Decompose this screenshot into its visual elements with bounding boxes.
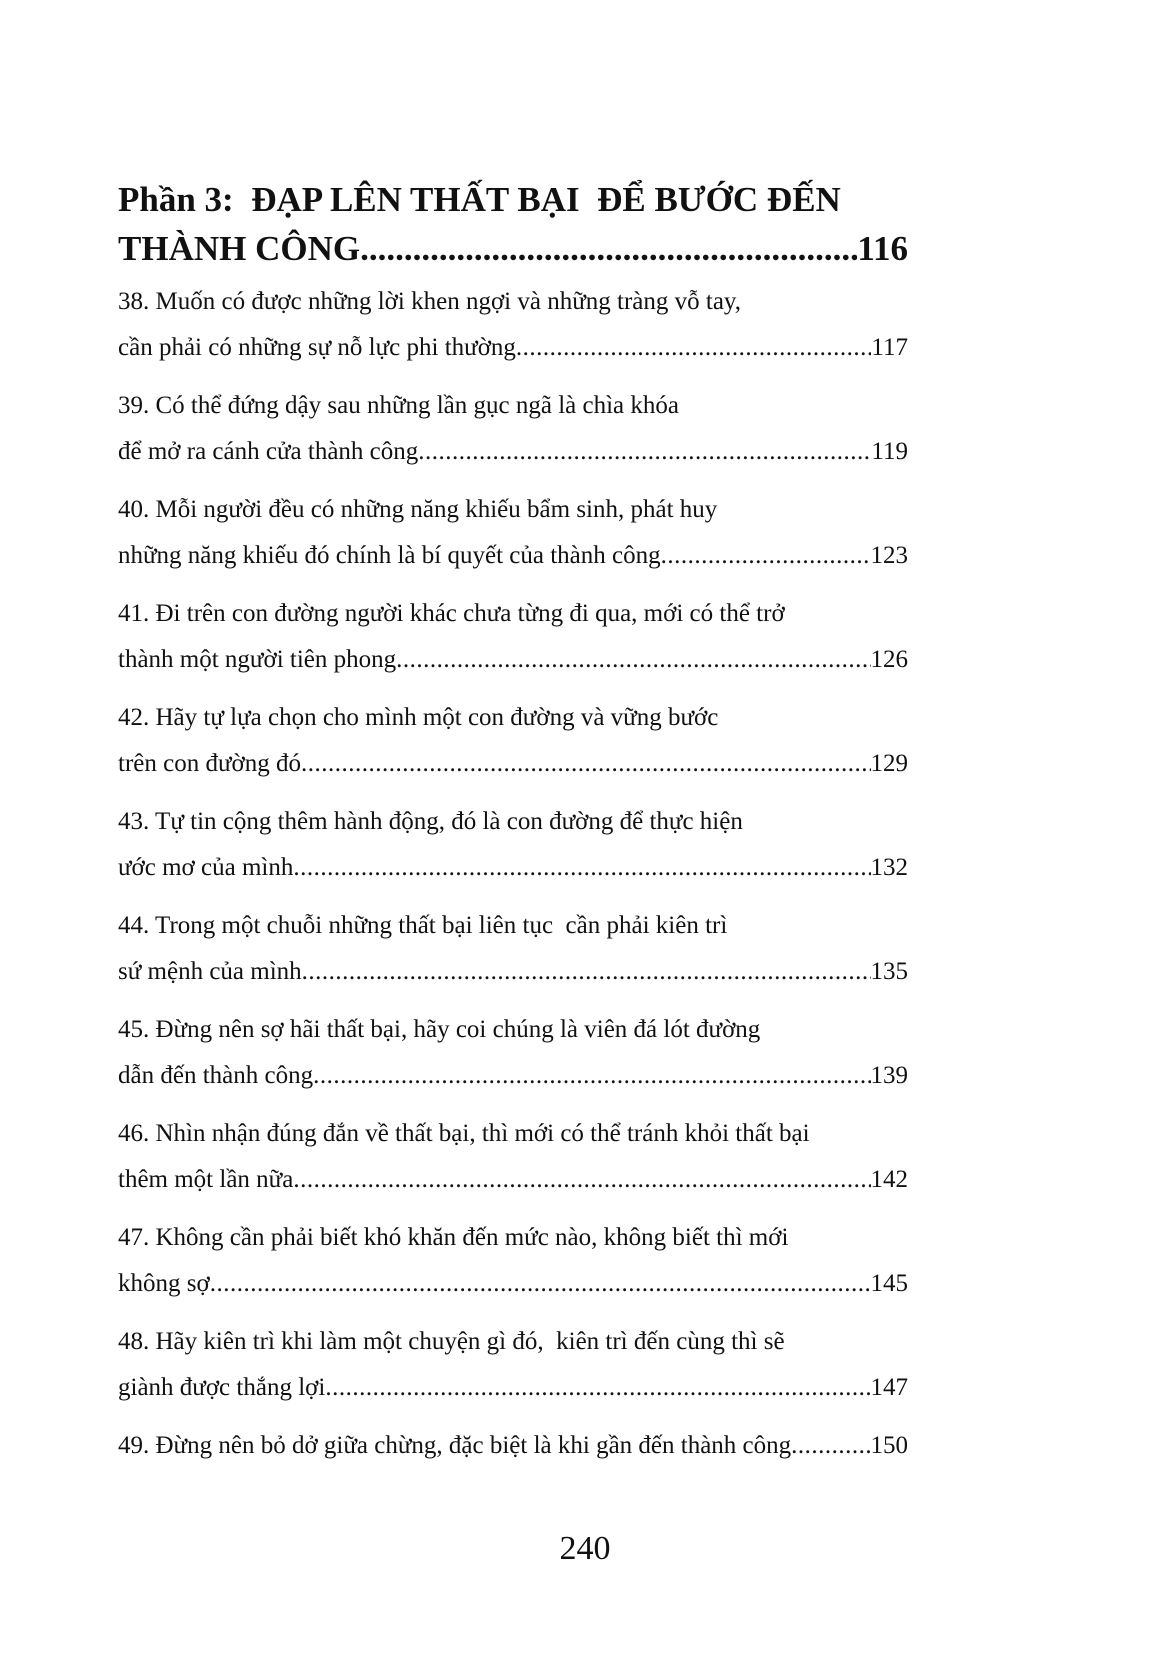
entry-page-number: 117 [871, 334, 908, 361]
entry-title-line2: dẫn đến thành công [118, 1062, 314, 1089]
entry-title-line2-row [118, 429, 908, 475]
toc-entry-39 [118, 383, 908, 475]
toc-entry-49 [118, 1423, 908, 1469]
entry-title-line2-row [118, 637, 908, 683]
part-heading [118, 175, 908, 273]
entry-page-number: 129 [870, 750, 908, 777]
table-of-contents [118, 175, 908, 1481]
dot-leader [516, 325, 872, 371]
entry-title-line1: 40. Mỗi người đều có những năng khiếu bẩm sinh, phát huy [118, 496, 718, 523]
part-title-line2-row [118, 224, 908, 273]
dot-leader [301, 741, 871, 787]
toc-entry-48 [118, 1319, 908, 1411]
entry-title-line2: không sợ [118, 1270, 210, 1297]
toc-entry-42 [118, 695, 908, 787]
dot-leader [313, 1053, 870, 1099]
entry-title-line2: sứ mệnh của mình [118, 958, 302, 985]
entry-title-line1: 44. Trong một chuỗi những thất bại liên tục cần phải kiên trì [118, 912, 728, 939]
toc-entry-40 [118, 487, 908, 579]
entry-title-line1: 39. Có thể đứng dậy sau những lần gục ngã là chìa khóa [118, 392, 679, 419]
entry-title-line2: những năng khiếu đó chính là bí quyết của thành công [118, 542, 661, 569]
dot-leader [791, 1423, 870, 1469]
entry-title-line2-row [118, 325, 908, 371]
part-title-line2: THÀNH CÔNG [118, 229, 361, 268]
footer-page-number: 240 [559, 1530, 611, 1567]
toc-entry-46 [118, 1111, 908, 1203]
dot-leader [418, 429, 871, 475]
entry-title-line2-row [118, 949, 908, 995]
dot-leader [396, 637, 870, 683]
toc-entry-41 [118, 591, 908, 683]
dot-leader [325, 1365, 870, 1411]
entry-page-number: 123 [870, 542, 908, 569]
entry-page-number: 119 [871, 438, 908, 465]
entry-title-line2-row [118, 1261, 908, 1307]
entry-page-number: 142 [870, 1166, 908, 1193]
entry-title-line2: để mở ra cánh cửa thành công [118, 438, 419, 465]
entry-title-line2-row [118, 1157, 908, 1203]
dot-leader [293, 845, 870, 891]
toc-entry-38 [118, 279, 908, 371]
entry-page-number: 126 [870, 646, 908, 673]
entry-title-line2: cần phải có những sự nỗ lực phi thường [118, 334, 516, 361]
toc-entry-45 [118, 1007, 908, 1099]
part-title-line1: Phần 3: ĐẠP LÊN THẤT BẠI ĐỂ BƯỚC ĐẾN [118, 180, 841, 219]
entry-title-line2-row [118, 1365, 908, 1411]
entry-page-number: 150 [870, 1432, 908, 1459]
entry-title-line1: 46. Nhìn nhận đúng đắn về thất bại, thì mới có thể tránh khỏi thất bại [118, 1120, 810, 1147]
entry-title-line1: 42. Hãy tự lựa chọn cho mình một con đường và vững bước [118, 704, 719, 731]
entry-page-number: 145 [870, 1270, 908, 1297]
entry-title-line2: giành được thắng lợi [118, 1374, 326, 1401]
dot-leader [661, 533, 871, 579]
entry-title: 49. Đừng nên bỏ dở giữa chừng, đặc biệt là khi gần đến thành công [118, 1432, 792, 1459]
entry-title-line1: 48. Hãy kiên trì khi làm một chuyện gì đó, kiên trì đến cùng thì sẽ [118, 1328, 785, 1355]
toc-entry-44 [118, 903, 908, 995]
entry-title-line2: trên con đường đó [118, 750, 301, 777]
entry-page-number: 147 [870, 1374, 908, 1401]
entry-title-line2-row [118, 1053, 908, 1099]
entry-title-line1: 41. Đi trên con đường người khác chưa từng đi qua, mới có thể trở [118, 600, 785, 627]
dot-leader [293, 1157, 870, 1203]
entry-title-line1: 45. Đừng nên sợ hãi thất bại, hãy coi chúng là viên đá lót đường [118, 1016, 761, 1043]
entry-title-line2: thêm một lần nữa [118, 1166, 294, 1193]
dot-leader [360, 224, 857, 273]
entry-title-line2-row [118, 533, 908, 579]
entry-title-line2-row [118, 845, 908, 891]
entry-title-line2: ước mơ của mình [118, 854, 294, 881]
entry-page-number: 139 [870, 1062, 908, 1089]
entry-title-line1: 43. Tự tin cộng thêm hành động, đó là con đường để thực hiện [118, 808, 743, 835]
entry-page-number: 135 [870, 958, 908, 985]
entry-title-line2: thành một người tiên phong [118, 646, 397, 673]
dot-leader [302, 949, 871, 995]
entry-title-line2-row [118, 741, 908, 787]
toc-entry-43 [118, 799, 908, 891]
entry-title-line1: 38. Muốn có được những lời khen ngợi và những tràng vỗ tay, [118, 288, 742, 315]
toc-entry-47 [118, 1215, 908, 1307]
entry-title-line1: 47. Không cần phải biết khó khăn đến mức nào, không biết thì mới [118, 1224, 789, 1251]
entry-title-row [118, 1423, 908, 1469]
dot-leader [210, 1261, 871, 1307]
part-page-number: 116 [857, 229, 908, 268]
entry-page-number: 132 [870, 854, 908, 881]
